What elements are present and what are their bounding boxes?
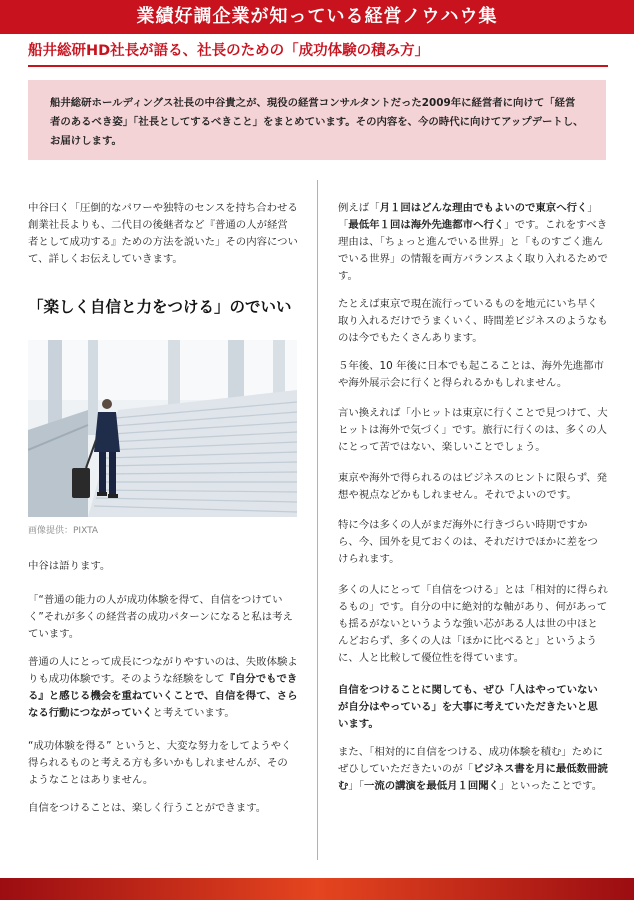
photo-illustration [28, 340, 297, 517]
right-paragraph-9-tail: 」といったことです。 [499, 780, 603, 792]
photo-credit: 画像提供：PIXTA [28, 526, 99, 536]
column-divider [317, 180, 318, 860]
intro-paragraph: 中谷曰く「圧倒的なパワーや独特のセンスを持ち合わせる創業社長よりも、二代目の後継者など『普通の人が経営者として成功する』ための方法を説いた」その内容について、詳しくお伝えしていきます。 [28, 202, 298, 265]
businessman-staircase-photo [28, 340, 297, 517]
right-paragraph-8: 自信をつけることに関しても、ぜひ「人はやっていないが自分はやっている」を大事に考えていただきたいと思います。 [338, 684, 598, 730]
right-paragraph-7: 多くの人にとって「自信をつける」とは「相対的に得られるもの」です。自分の中に絶対的な軸があり、何があっても揺るがないというような強い芯がある人は世の中ほとんどおらず、多くの人は「ほかに比べると」というように、人と比較して優位性を得ています。 [338, 584, 608, 664]
right-paragraph-9-emphasis-1: ビジネス書を月に最低数冊読む [338, 763, 608, 792]
right-paragraph-1 [338, 200, 608, 285]
right-column [338, 0, 608, 900]
right-paragraph-9-lead: また、「相対的に自信をつける、成功体験を積む」ためにぜひしていただきたいのが「 [338, 746, 603, 775]
right-paragraph-1-emphasis-2: 最低年１回は海外先進都市へ行く [348, 219, 505, 231]
left-paragraph-1: 中谷は語ります。 [28, 560, 111, 572]
right-paragraph-2: たとえば東京で現在流行っているものを地元にいち早く取り入れるだけでうまくいく、時間差ビジネスのようなものは今でもたくさんあります。 [338, 298, 608, 344]
article-subtitle: 船井総研HD社長が語る、社長のための「成功体験の積み方」 [28, 43, 430, 59]
footer-band [0, 878, 634, 900]
left-paragraph-3-emphasis: 『自分でもできる』と感じる機会を重ねていくことで、自信を得て、さらなる行動につながっていく [28, 673, 298, 719]
left-paragraph-3 [28, 654, 298, 722]
right-paragraph-1-tail: 」です。これをすべき理由は、「ちょっと進んでいる世界」と「ものすごく進んでいる世界」の情報を両方バランスよく取り入れるためです。 [338, 219, 608, 282]
left-paragraph-3-plain: 普通の人にとって成長につながりやすいのは、失敗体験よりも成功体験です。そのような経験をして [28, 656, 298, 685]
right-paragraph-1-joiner: 」「 [338, 202, 598, 231]
left-paragraph-4: “成功体験を得る” というと、大変な努力をしてようやく得られるものと考える方も多いかもしれませんが、そのようなことはありません。 [28, 740, 292, 786]
banner-title: 業績好調企業が知っている経営ノウハウ集 [136, 6, 498, 27]
left-paragraph-3-tail: と考えています。 [152, 707, 235, 719]
right-paragraph-1-lead: 例えば「 [338, 202, 380, 214]
right-paragraph-9 [338, 744, 608, 795]
right-paragraph-9-emphasis-2: 一流の講演を最低月１回聞く [363, 780, 500, 792]
lead-text: 船井総研ホールディングス社長の中谷貴之が、現役の経営コンサルタントだった2009年に経営者に向けて「経営者のあるべき姿」「社長としてするべきこと」をまとめています。その内容を、今の時代に向けてアップデートし、お届けします。 [50, 97, 584, 147]
section-heading: 「楽しく自信と力をつける」のでいい [28, 298, 292, 316]
right-paragraph-5: 東京や海外で得られるのはビジネスのヒントに限らず、発想や視点などかもしれません。それでよいのです。 [338, 472, 608, 501]
right-paragraph-9-joiner: 」「 [348, 780, 364, 792]
right-paragraph-6: 特に今は多くの人がまだ海外に行きづらい時期ですから、今、国外を見ておくのは、それだけでほかに差をつけられます。 [338, 519, 598, 565]
right-paragraph-1-emphasis-1: 月１回はどんな理由でもよいので東京へ行く [379, 202, 588, 214]
left-paragraph-5: 自信をつけることは、楽しく行うことができます。 [28, 802, 267, 814]
left-paragraph-2: 「“普通の能力の人が成功体験を得て、自信をつけていく”それが多くの経営者の成功パターンになると私は考えています。 [28, 594, 293, 640]
right-paragraph-3: ５年後、10 年後に日本でも起こることは、海外先進都市や海外展示会に行くと得られるかもしれません。 [338, 360, 604, 389]
left-column [28, 0, 298, 900]
right-paragraph-4: 言い換えれば「小ヒットは東京に行くことで見つけて、大ヒットは海外で気づく」です。旅行に行くのは、多くの人にとって苦ではない、楽しいことでしょう。 [338, 407, 608, 453]
